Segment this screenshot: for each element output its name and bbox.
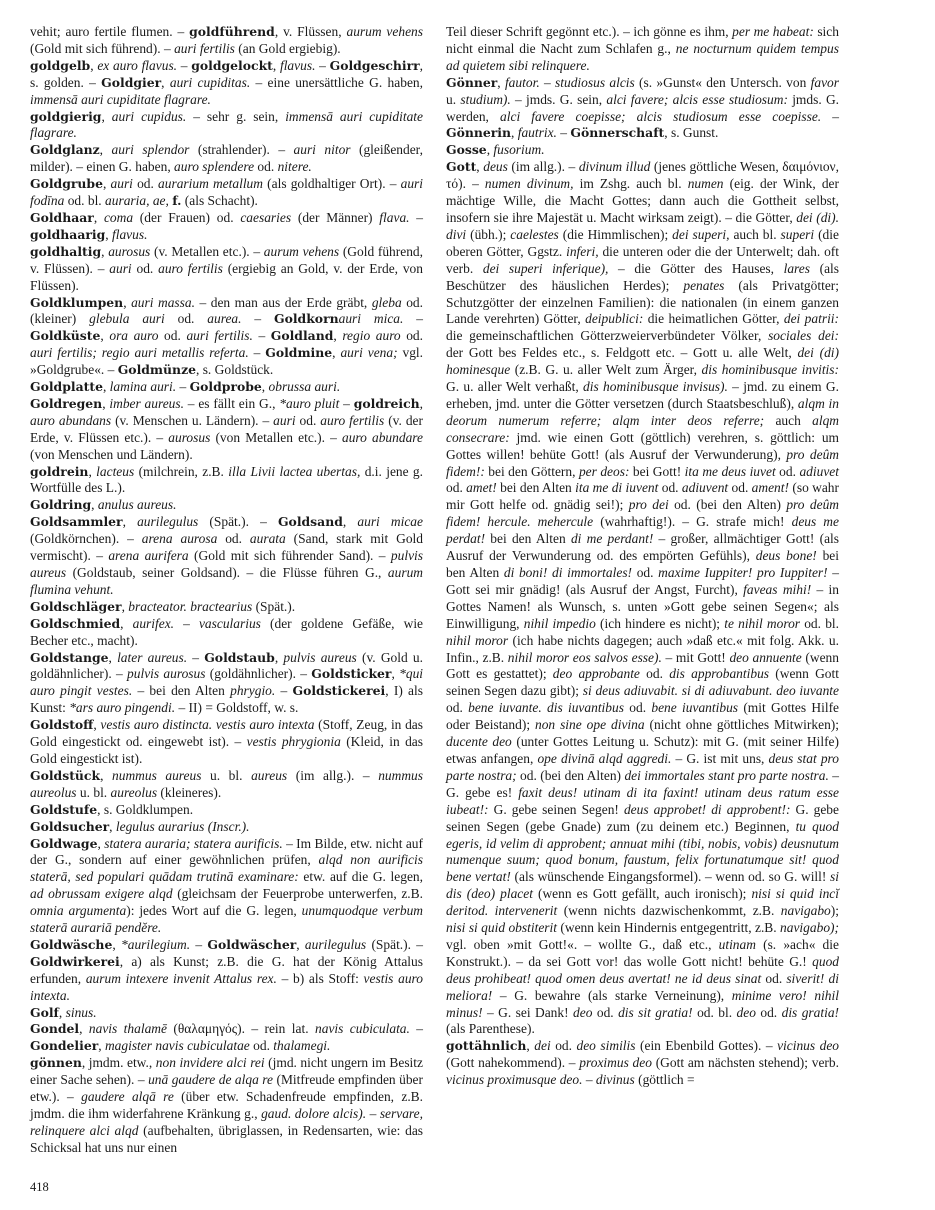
dictionary-column-left [30,24,423,1157]
dictionary-entry: Goldstufe, s. Goldklumpen. [30,801,194,817]
dictionary-entry: Goldklumpen, auri massa. – den man aus der Erde gräbt, gleba od. (kleiner) glebula auri od. aurea. – Goldkornauri mica. – Goldküste, ora auro od. auri fertilis. – Goldland, regio auro od. auri fertilis; regio auri metallis referta. – Goldmine, auri vena; vgl. »Goldgrube«. – Goldmünze, s. Goldstück. [30,294,424,378]
dictionary-entry: Goldstange, later aureus. – Goldstaub, pulvis aureus (v. Gold u. goldähnlicher). – pulvis aurosus (goldähnlicher). – Goldsticker, *qui auro pingit vestes. – bei den Alten phrygio. – Goldstickerei, I) als Kunst: *ars auro pingendi. – II) = Goldstoff, w. s. [30,649,424,716]
page-number: 418 [30,1180,49,1194]
dictionary-entry: Goldsucher, legulus aurarius (Inscr.). [30,818,250,834]
dictionary-entry: Goldgrube, auri od. aurarium metallum (als goldhaltiger Ort). – auri fodīna od. bl. auraria, ae, f. (als Schacht). [30,176,424,209]
dictionary-entry: Goldschläger, bracteator. bractearius (Spät.). [30,598,296,614]
dictionary-entry: goldgierig, auri cupidus. – sehr g. sein, immensā auri cupiditate flagrare. [30,108,424,141]
dictionary-entry: Gondel, navis thalamē (θαλαμηγός). – rein lat. navis cubiculata. – Gondelier, magister navis cubiculatae od. thalamegi. [30,1021,424,1054]
dictionary-entry: Goldglanz, auri splendor (strahlender). – auri nitor (gleißender, milder). – einen G. haben, auro splendere od. nitere. [30,142,423,175]
dictionary-entry: Goldring, anulus aureus. [30,497,177,513]
dictionary-entry: Goldwäsche, *aurilegium. – Goldwäscher, aurilegulus (Spät.). – Goldwirkerei, a) als Kunst; z.B. die G. hat der König Attalus erfunden, aurum intexere invenit Attalus rex. – b) als Stoff: vestis auro intexta. [30,936,424,1003]
dictionary-column-right [446,24,839,1089]
dictionary-entry: Goldregen, imber aureus. – es fällt ein G., *auro pluit – goldreich, auro abundans (v. Menschen u. Ländern). – auri od. auro fertilis (v. der Erde, v. Flüssen etc.). – aurosus (von Metallen etc.). – auro abundare (von Menschen und Ländern). [30,395,424,462]
dictionary-entry: Golf, sinus. [30,1004,97,1020]
dictionary-entry: Gott, deus (im allg.). – divinum illud (jenes göttliche Wesen, δαιμόνιον, τό). – numen divinum, im Zshg. auch bl. numen (eig. der Wink, der mächtige Wille, die Macht Gottes; dann auch die Gottheit selbst, insofern sie ihre Majestät u. Macht wirksam zeigt). – die Götter, dei (di). divi (übh.); caelestes (die Himmlischen); dei superi, auch bl. superi (die oberen Götter, Ggstz. inferi, die unteren oder die der Unterwelt; dah. oft verb. dei superi inferique), – die Götter des Hauses, lares (als Beschützer des häuslichen Herdes); penates (als Privatgötter; Schutzgötter der einzelnen Familien): die nationalen (in einem ganzen Lande verehrten) Götter, deipublici: die heimatlichen Götter, dei patrii: die gemeinschaftlichen Götterzweierverbündeter Völker, sociales dei: der Gott bes Feldes etc., s. Feldgott etc. – Gott u. alle Welt, dei (di) hominesque (z.B. G. u. aller Welt zum Ärger, dis hominibusque invitis: G. u. aller Welt verhaßt, dis hominibusque invisus). – jmd. zu einem G. erheben, jmd. unter die Götter versetzen (durch Staatsbeschluß), alqm in deorum numerum referre; alqm inter deos referre; auch alqm consecrare: jmd. wie einen Gott (göttlich) verehren, s. göttlich: um Gottes willen! behüte Gott! (als Ausruf der Verwunderung), pro deûm fidem!: bei den Göttern, per deos: bei Gott! ita me deus iuvet od. adiuvet od. amet! bei den Alten ita me di iuvent od. adiuvent od. ament! (so wahr mir Gott helfe od. gnädig sei!); pro dei od. (bei den Alten) pro deûm fidem! hercule. mehercule (wahrhaftig!). – G. strafe mich! deus me perdat! bei den Alten di me perdant! – großer, allmächtiger Gott! (als Ausruf der Verwunderung od. des empörten Gefühls), deus bone! bei ben Alten di boni! di immortales! od. maxime Iuppiter! pro Iuppiter! – Gott sei mir gnädig! (als Ausruf der Angst, Furcht), faveas mihi! – in Gottes Namen! als Wunsch, s. unten »Gott gebe seinen Segen«; als Einwilligung, nihil impedio (ich hindere es nicht); te nihil moror od. bl. nihil moror (ich habe nichts dagegen; auch »daß etc.« mit folg. Akk. u. Infin., z.B. nihil moror eos salvos esse). – mit Gott! deo annuente (wenn Gott es gestattet); deo approbante od. dis approbantibus (wenn Gott seinen Segen dazu gibt); si deus adiuvabit. si di adiuvabunt. deo iuvante od. bene iuvante. dis iuvantibus od. bene iuvantibus (mit Gottes Hilfe oder Beistand); non sine ope divina (nicht ohne göttliches Mitwirken); ducente deo (unter Gottes Leitung u. Schutz): mit G. (mit seiner Hilfe) etwas anfangen, ope divinā alqd aggredi. – G. ist mit uns, deus stat pro parte nostra; od. (bei den Alten) dei immortales stant pro parte nostra. – G. gebe es! faxit deus! utinam di ita faxint! utinam deus ratum esse iubeat!: G. gebe seinen Segen! deus approbet! di approbent!: G. gebe seinen Segen (gebe Gnade) zum (zu deinem etc.) Beginnen, tu quod egeris, id velim di approbent; annuat mihi (tibi, nobis, vobis) deusnutum numenque suum; quod bonum, faustum, felix fortunatumque sit! quod bene vertat! (als wünschende Eingangsformel). – wenn od. so G. will! si dis (deo) placet (wenn es Gott gefällt, auch ironisch); nisi si quid incĭ deritod. intervenerit (wenn nichts dazwischenkommt, z.B. navigabo); nisi si quid obstiterit (wenn kein Hindernis entgegentritt, z.B. navigabo); vgl. oben »mit Gott!«. – wollte G., daß etc., utinam (s. »ach« die Konstrukt.). – da sei Gott vor! das wolle Gott nicht! behüte G.! quod deus prohibeat! quod omen deus avertat! ne id deus sinat od. siverit! di meliora! – G. bewahre (als starke Verneinung), minime vero! nihil minus! – G. sei Dank! deo od. dis sit gratia! od. bl. deo od. dis gratia! (als Parenthese). [446,159,840,1037]
dictionary-entry: Goldhaar, coma (der Frauen) od. caesaries (der Männer) flava. – goldhaarig, flavus. [30,209,424,242]
dictionary-entry: goldgelb, ex auro flavus. – goldgelockt, flavus. – Goldgeschirr, s. golden. – Goldgier, auri cupiditas. – eine unersättliche G. haben, immensā auri cupiditate flagrare. [30,57,424,107]
dictionary-entry: Goldstoff, vestis auro distincta. vestis auro intexta (Stoff, Zeug, in das Gold eingestickt od. eingewebt ist). – vestis phrygionia (Kleid, in das Gold eingestickt ist). [30,717,423,766]
dictionary-entry: Goldsammler, aurilegulus (Spät.). – Goldsand, auri micae (Goldkörnchen). – arena aurosa od. aurata (Sand, stark mit Gold vermischt). – arena aurifera (Gold mit sich führender Sand). – pulvis aureus (Goldstaub, seiner Goldsand). – die Flüsse führen G., aurum flumina vehunt. [30,514,424,597]
dictionary-entry: Teil dieser Schrift gegönnt etc.). – ich gönne es ihm, per me habeat: sich nicht einmal die Nacht zum Schlafen g., ne nocturnum quidem tempus ad quietem sibi relinquere. [446,24,839,73]
dictionary-entry: goldrein, lacteus (milchrein, z.B. illa Livii lactea ubertas, d.i. jene g. Wortfülle des L.). [30,463,424,496]
dictionary-entry: Goldwage, statera auraria; statera aurificis. – Im Bilde, etw. nicht auf der G., sondern auf einer gewöhnlichen prüfen, alqd non aurificis staterā, sed populari quādam trutinā examinare: etw. auf die G. legen, ad obrussam exigere alqd (gleichsam der Feuerprobe unterwerfen, z.B. omnia argumenta): jedes Wort auf die G. legen, unumquodque verbum staterā aurariā pendĕre. [30,835,424,936]
dictionary-entry: Goldschmied, aurifex. – vascularius (der goldene Gefäße, wie Becher etc., macht). [30,615,424,648]
dictionary-entry: Goldplatte, lamina auri. – Goldprobe, obrussa auri. [30,379,341,395]
dictionary-entry: gottähnlich, dei od. deo similis (ein Ebenbild Gottes). – vicinus deo (Gott nahekommend). – proximus deo (Gott am nächsten stehend); verb. vicinus proximusque deo. – divinus (göttlich = [446,1038,840,1088]
dictionary-entry: vehit; auro fertile flumen. – goldführend, v. Flüssen, aurum vehens (Gold mit sich führend). – auri fertilis (an Gold ergiebig). [30,24,423,56]
dictionary-entry: goldhaltig, aurosus (v. Metallen etc.). – aurum vehens (Gold führend, v. Flüssen). – auri od. auro fertilis (ergiebig an Gold, v. der Erde, von Flüssen). [30,243,424,293]
dictionary-entry: Goldstück, nummus aureus u. bl. aureus (im allg.). – nummus aureolus u. bl. aureolus (kleineres). [30,767,423,800]
dictionary-entry: Gosse, fusorium. [446,142,545,158]
dictionary-entry: Gönner, fautor. – studiosus alcis (s. »Gunst« den Untersch. von favor u. studium). – jmds. G. sein, alci favere; alcis esse studiosum: jmds. G. werden, alci favere coepisse; alcis studiosum esse coepisse. – Gönnerin, fautrix. – Gönnerschaft, s. Gunst. [446,74,840,141]
dictionary-entry: gönnen, jmdm. etw., non invidere alci rei (jmd. nicht ungern im Besitz einer Sache sehen). – unā gaudere de alqa re (Mitfreude empfinden über etw.). – gaudere alqā re (über etw. Schadenfreude empfinden, z.B. jmdm. die ihm widerfahrene Kränkung g., gaud. dolore alcis). – servare, relinquere alci alqd (aufbehalten, übriglassen, in Redensarten, wie: das Schicksal hat uns nur einen [30,1055,424,1155]
